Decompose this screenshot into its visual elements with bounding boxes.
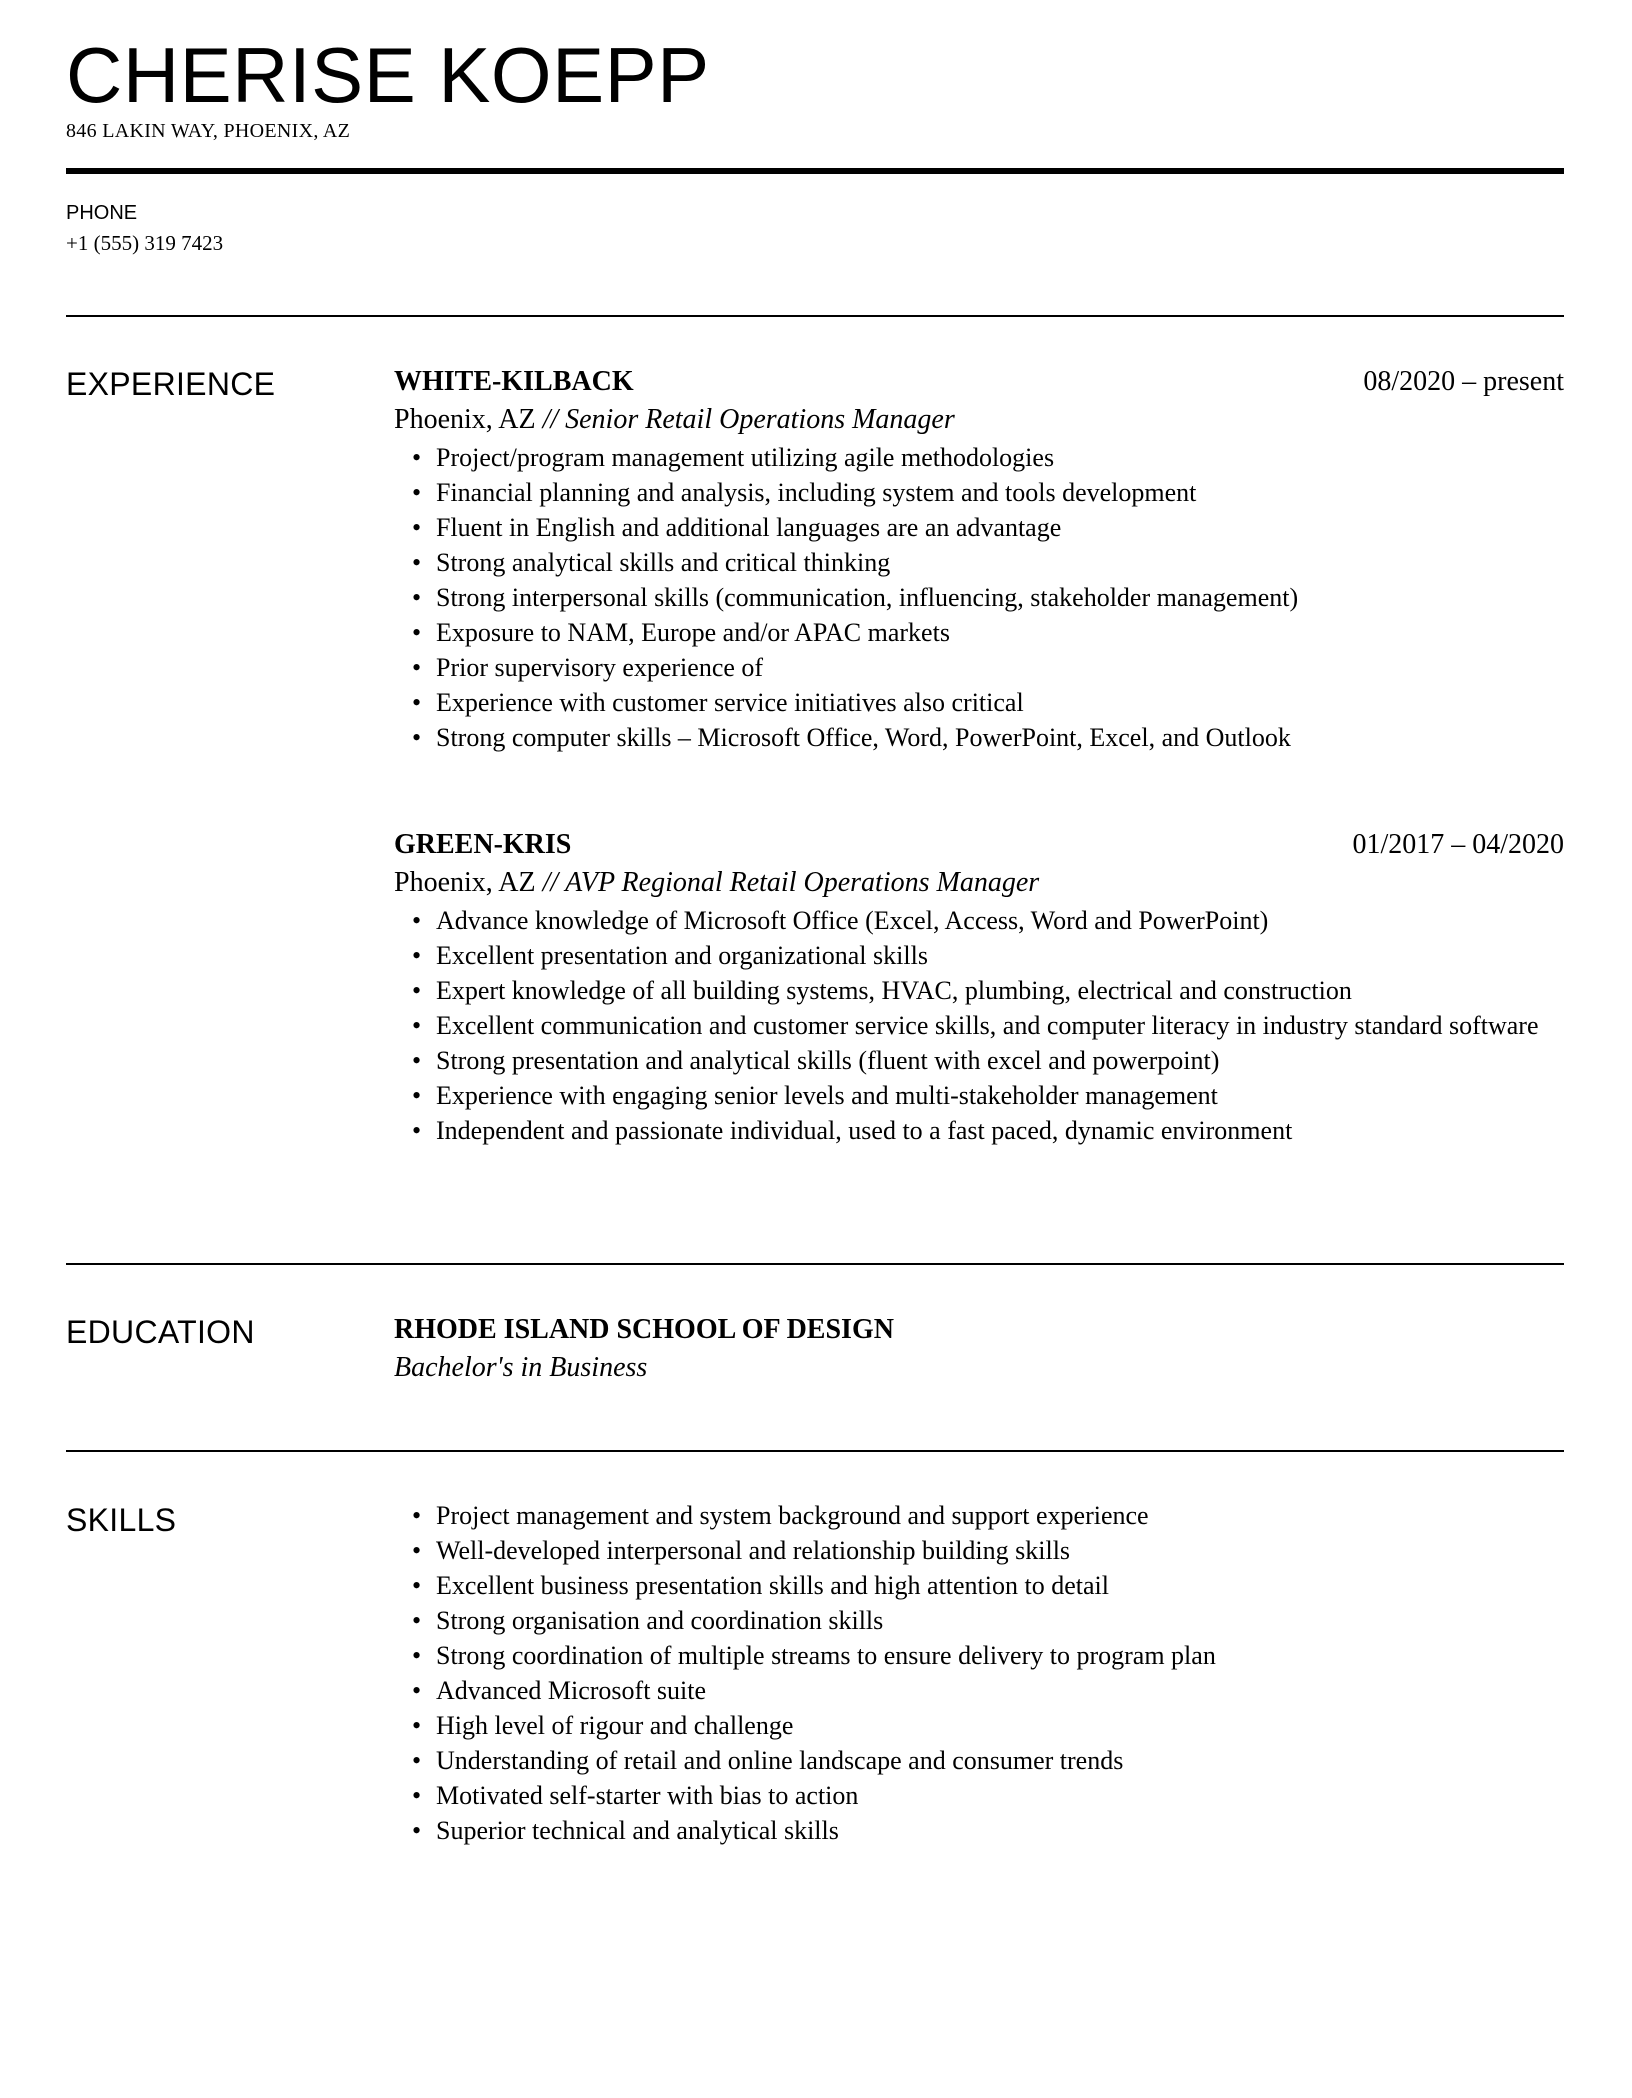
job-company: GREEN-KRIS bbox=[394, 829, 572, 860]
list-item: • Understanding of retail and online landscape and consumer trends bbox=[436, 1743, 1564, 1778]
list-item: • Excellent communication and customer service skills, and computer literacy in industry standard software bbox=[436, 1008, 1564, 1043]
list-item: • Advance knowledge of Microsoft Office (Excel, Access, Word and PowerPoint) bbox=[436, 903, 1564, 938]
list-item: • Strong coordination of multiple streams to ensure delivery to program plan bbox=[436, 1638, 1564, 1673]
list-item: • Project management and system background and support experience bbox=[436, 1498, 1564, 1533]
job-dates: 08/2020 – present bbox=[1363, 366, 1564, 397]
list-item: • Experience with engaging senior levels and multi-stakeholder management bbox=[436, 1078, 1564, 1113]
list-item: • Well-developed interpersonal and relationship building skills bbox=[436, 1533, 1564, 1568]
job-entry bbox=[394, 364, 1564, 755]
job-separator: // bbox=[542, 404, 559, 435]
list-item: • Superior technical and analytical skills bbox=[436, 1813, 1564, 1848]
job-bullets bbox=[394, 440, 1564, 755]
skills-list bbox=[394, 1498, 1564, 1848]
phone-label: PHONE bbox=[66, 202, 138, 224]
job-location: Phoenix, AZ bbox=[394, 867, 536, 898]
degree: Bachelor's in Business bbox=[394, 1352, 648, 1383]
list-item: • Excellent business presentation skills and high attention to detail bbox=[436, 1568, 1564, 1603]
list-item: • Project/program management utilizing agile methodologies bbox=[436, 440, 1564, 475]
job-title: Senior Retail Operations Manager bbox=[565, 404, 955, 435]
header-divider bbox=[66, 168, 1564, 174]
job-dates: 01/2017 – 04/2020 bbox=[1352, 829, 1564, 860]
list-item: • Exposure to NAM, Europe and/or APAC markets bbox=[436, 615, 1564, 650]
list-item: • Strong presentation and analytical skills (fluent with excel and powerpoint) bbox=[436, 1043, 1564, 1078]
contact-divider bbox=[66, 315, 1564, 317]
list-item: • Strong computer skills – Microsoft Office, Word, PowerPoint, Excel, and Outlook bbox=[436, 720, 1564, 755]
job-role-line bbox=[394, 400, 1564, 440]
education-divider bbox=[66, 1450, 1564, 1452]
job-company: WHITE-KILBACK bbox=[394, 366, 634, 397]
list-item: • Strong analytical skills and critical thinking bbox=[436, 545, 1564, 580]
list-item: • Prior supervisory experience of bbox=[436, 650, 1564, 685]
list-item: • Advanced Microsoft suite bbox=[436, 1673, 1564, 1708]
list-item: • Financial planning and analysis, including system and tools development bbox=[436, 475, 1564, 510]
list-item: • Fluent in English and additional languages are an advantage bbox=[436, 510, 1564, 545]
phone-value: +1 (555) 319 7423 bbox=[66, 231, 224, 255]
candidate-address: 846 LAKIN WAY, PHOENIX, AZ bbox=[66, 120, 351, 142]
job-location: Phoenix, AZ bbox=[394, 404, 536, 435]
experience-divider bbox=[66, 1263, 1564, 1265]
skills-section-title: SKILLS bbox=[66, 1502, 177, 1538]
list-item: • Excellent presentation and organizational skills bbox=[436, 938, 1564, 973]
list-item: • Experience with customer service initiatives also critical bbox=[436, 685, 1564, 720]
job-role-line bbox=[394, 863, 1564, 903]
list-item: • Motivated self-starter with bias to action bbox=[436, 1778, 1564, 1813]
job-bullets bbox=[394, 903, 1564, 1148]
job-separator: // bbox=[542, 867, 559, 898]
list-item: • Independent and passionate individual, used to a fast paced, dynamic environment bbox=[436, 1113, 1564, 1148]
list-item: • High level of rigour and challenge bbox=[436, 1708, 1564, 1743]
list-item: • Strong organisation and coordination skills bbox=[436, 1603, 1564, 1638]
list-item: • Strong interpersonal skills (communication, influencing, stakeholder management) bbox=[436, 580, 1564, 615]
candidate-name: CHERISE KOEPP bbox=[66, 31, 710, 119]
education-section-title: EDUCATION bbox=[66, 1314, 255, 1350]
list-item: • Expert knowledge of all building systems, HVAC, plumbing, electrical and construction bbox=[436, 973, 1564, 1008]
education-entry bbox=[394, 1312, 1564, 1388]
experience-section-title: EXPERIENCE bbox=[66, 366, 276, 402]
job-entry bbox=[394, 827, 1564, 1148]
skills-entry bbox=[394, 1498, 1564, 1848]
school-name: RHODE ISLAND SCHOOL OF DESIGN bbox=[394, 1314, 894, 1345]
job-title: AVP Regional Retail Operations Manager bbox=[565, 867, 1040, 898]
